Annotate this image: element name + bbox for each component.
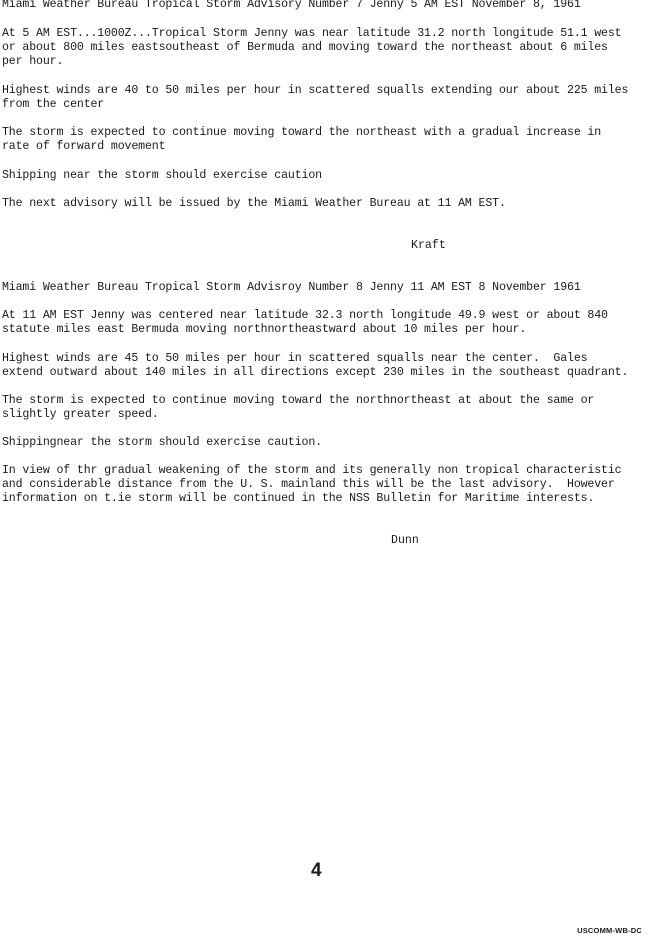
footer-code: USCOMM-WB-DC: [577, 926, 642, 935]
advisory-8-p5-line-2: and considerable distance from the U. S. mainland this will be the last advisory. However: [2, 478, 615, 491]
advisory-8-p1-line-1: At 11 AM EST Jenny was centered near latitude 32.3 north longitude 49.9 west or about 840: [2, 309, 608, 322]
advisory-8-signature: Dunn: [391, 534, 419, 547]
advisory-7-p1-line-2: or about 800 miles eastsoutheast of Bermuda and moving toward the northeast about 6 miles: [2, 41, 608, 54]
advisory-8-p2-line-2: extend outward about 140 miles in all directions except 230 miles in the southeast quadrant.: [2, 366, 629, 379]
advisory-7-p3-line-1: The storm is expected to continue moving toward the northeast with a gradual increase in: [2, 126, 602, 139]
advisory-7-p4-line-1: Shipping near the storm should exercise caution: [2, 169, 322, 182]
advisory-8-header: Miami Weather Bureau Tropical Storm Advisroy Number 8 Jenny 11 AM EST 8 November 1961: [2, 281, 581, 294]
page-number: 4: [311, 860, 322, 881]
advisory-7-p5-line-1: The next advisory will be issued by the Miami Weather Bureau at 11 AM EST.: [2, 197, 506, 210]
advisory-8-p3-line-1: The storm is expected to continue moving toward the northnortheast at about the same or: [2, 394, 595, 407]
advisory-8-p4-line-1: Shippingnear the storm should exercise caution.: [2, 436, 322, 449]
advisory-8-p1-line-2: statute miles east Bermuda moving northnortheastward about 10 miles per hour.: [2, 323, 527, 336]
advisory-7-p1-line-1: At 5 AM EST...1000Z...Tropical Storm Jenny was near latitude 31.2 north longitude 51.1 west: [2, 27, 622, 40]
advisory-8-p3-line-2: slightly greater speed.: [2, 408, 159, 421]
advisory-7-p2-line-1: Highest winds are 40 to 50 miles per hour in scattered squalls extending our about 225 miles: [2, 84, 629, 97]
advisory-7-p2-line-2: from the center: [2, 98, 105, 111]
advisory-7-header: Miami Weather Bureau Tropical Storm Advisory Number 7 Jenny 5 AM EST November 8, 1961: [2, 0, 581, 11]
advisory-7-p1-line-3: per hour.: [2, 55, 64, 68]
advisory-8-p5-line-1: In view of thr gradual weakening of the storm and its generally non tropical characteristic: [2, 464, 622, 477]
advisory-7-p3-line-2: rate of forward movement: [2, 140, 166, 153]
advisory-8-p5-line-3: information on t.ie storm will be continued in the NSS Bulletin for Maritime interests.: [2, 492, 595, 505]
advisory-8-p2-line-1: Highest winds are 45 to 50 miles per hour in scattered squalls near the center. Gales: [2, 352, 588, 365]
advisory-7-signature: Kraft: [411, 239, 446, 252]
